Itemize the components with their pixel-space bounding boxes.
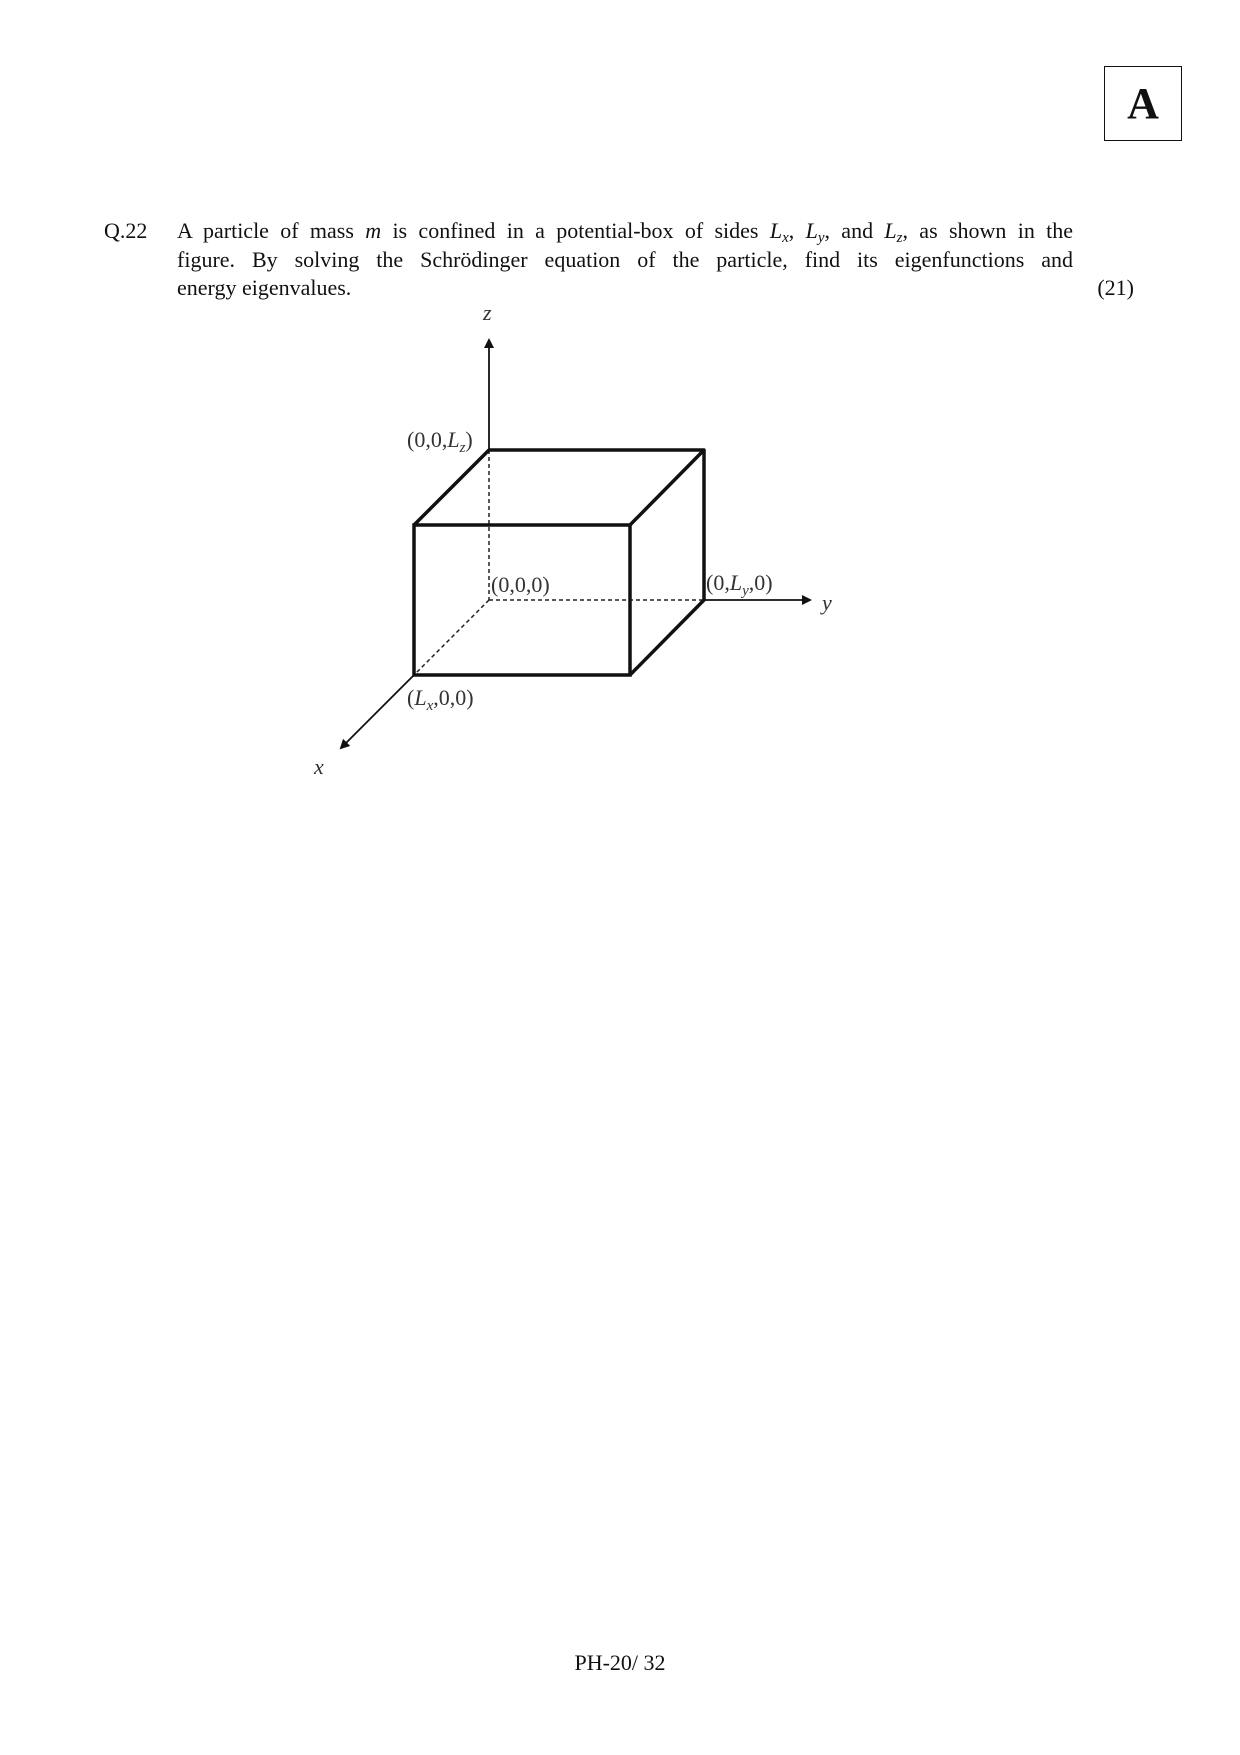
label-right-corner [706,570,773,599]
label-part: y [742,583,749,599]
set-letter-box [1104,66,1182,141]
text-run: , [788,218,806,243]
hidden-edge-x [414,600,489,675]
question-line-3: energy eigenvalues. [177,275,352,300]
label-part: L [447,427,460,452]
question-number: Q.22 [104,218,148,243]
label-part: x [426,698,434,714]
mass-symbol: m [365,218,382,243]
question-line-2: figure. By solving the Schrödinger equation of the particle, find its eigenfunctions and [177,246,1073,272]
axis-y-name: y [822,590,832,615]
subscript-y: y [817,230,825,246]
top-face-edges [414,450,704,525]
label-part: (0, [706,570,730,595]
question-text [177,217,1073,303]
length-symbol: L [769,218,783,243]
label-top-corner [407,427,473,456]
length-symbol: L [884,218,897,243]
text-run: , as shown in the [902,218,1074,243]
label-part: (0,0, [407,427,448,452]
label-part: ) [465,427,473,452]
question-block [104,217,1134,303]
text-run: is confined in a potential-box of sides [381,218,770,243]
page-footer: PH-20/ 32 [574,1650,666,1675]
label-part: ( [407,685,415,710]
length-symbol: L [805,218,818,243]
set-letter: A [1127,78,1159,128]
x-axis [341,675,414,748]
subscript-z: z [896,230,903,246]
potential-box-figure [300,300,860,800]
text-run: , and [824,218,885,243]
question-marks: (21) [1097,275,1134,300]
right-face-edges [630,450,704,675]
text-run: A particle of mass [177,218,366,243]
label-origin: (0,0,0) [491,572,550,597]
label-part: ,0,0) [433,685,474,710]
label-bottom-corner [407,685,474,714]
label-part: L [414,685,427,710]
box-diagram [300,300,860,800]
subscript-x: x [782,230,789,246]
question-line-1 [177,217,1073,246]
axis-x-name: x [314,754,324,779]
label-part: ,0) [748,570,773,595]
label-part: z [459,440,466,456]
label-part: L [729,570,743,595]
axis-z-name: z [483,300,492,325]
